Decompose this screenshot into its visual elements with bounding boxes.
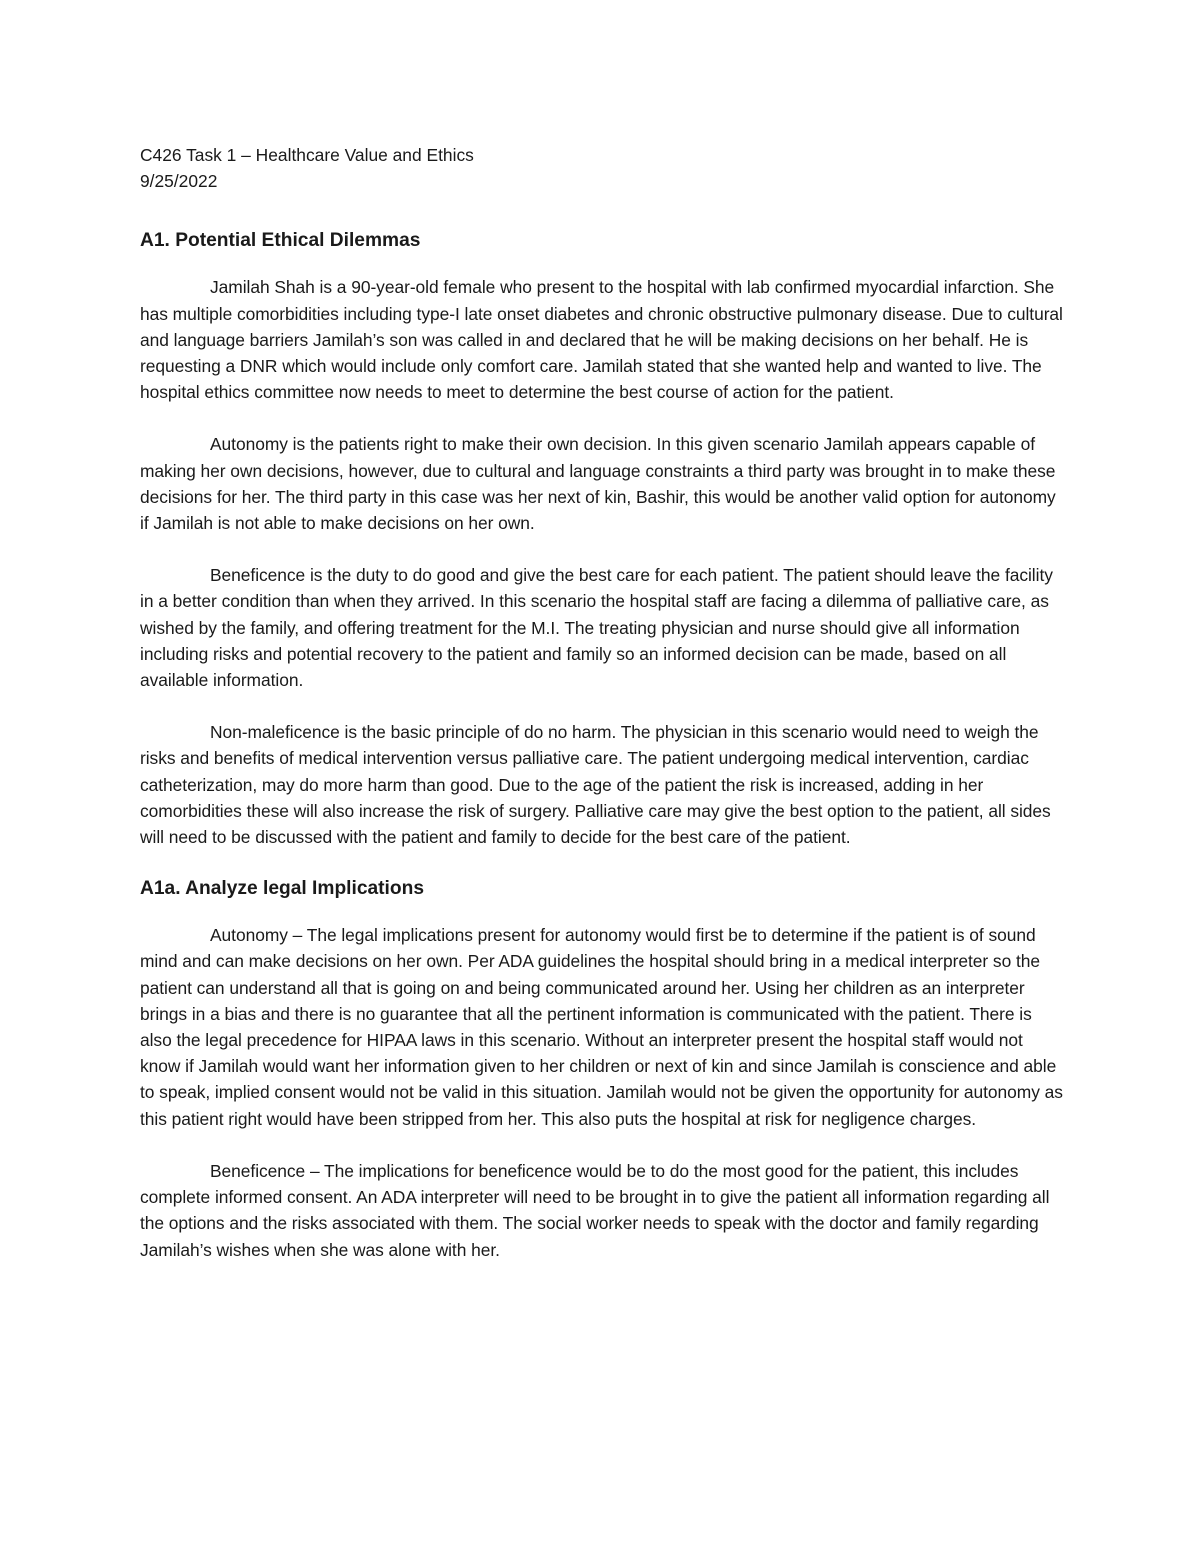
document-page bbox=[140, 142, 1065, 1289]
section-ethical-dilemmas bbox=[140, 228, 1065, 850]
paragraph-legal-autonomy: Autonomy – The legal implications present for autonomy would first be to determine if the patient is of sound mind and can make decisions on her own. Per ADA guidelines the hospital should bring in a medical interpreter so the patient can understand all that is going on and being communicated around her. Using her children as an interpreter brings in a bias and there is no guarantee that all the pertinent information is communicated with the patient. There is also the legal precedence for HIPAA laws in this scenario. Without an interpreter present the hospital staff would not know if Jamilah would want her information given to her children or next of kin and since Jamilah is conscience and able to speak, implied consent would not be valid in this situation. Jamilah would not be given the opportunity for autonomy as this patient right would have been stripped from her. This also puts the hospital at risk for negligence charges. bbox=[140, 925, 1063, 1129]
paragraph-non-maleficence: Non-maleficence is the basic principle of do no harm. The physician in this scenario would need to weigh the risks and benefits of medical intervention versus palliative care. The patient undergoing medical intervention, cardiac catheterization, may do more harm than good. Due to the age of the patient the risk is increased, adding in her comorbidities these will also increase the risk of surgery. Palliative care may give the best option to the patient, all sides will need to be discussed with the patient and family to decide for the best care of the patient. bbox=[140, 722, 1051, 848]
paragraph-case-summary: Jamilah Shah is a 90-year-old female who present to the hospital with lab confirmed myocardial infarction. She has multiple comorbidities including type-I late onset diabetes and chronic obstructive pulmonary disease. Due to cultural and language barriers Jamilah’s son was called in and declared that he will be making decisions on her behalf. He is requesting a DNR which would include only comfort care. Jamilah stated that she wanted help and wanted to live. The hospital ethics committee now needs to meet to determine the best course of action for the patient. bbox=[140, 277, 1063, 403]
document-date: 9/25/2022 bbox=[140, 171, 218, 192]
section-heading: A1a. Analyze legal Implications bbox=[140, 878, 424, 900]
section-heading: A1. Potential Ethical Dilemmas bbox=[140, 230, 421, 252]
paragraph-beneficence: Beneficence is the duty to do good and give the best care for each patient. The patient should leave the facility in a better condition than when they arrived. In this scenario the hospital staff are facing a dilemma of palliative care, as wished by the family, and offering treatment for the M.I. The treating physician and nurse should give all information including risks and potential recovery to the patient and family so an informed decision can be made, based on all available information. bbox=[140, 565, 1053, 691]
document-title: C426 Task 1 – Healthcare Value and Ethics bbox=[140, 145, 474, 165]
paragraph-legal-beneficence: Beneficence – The implications for beneficence would be to do the most good for the patient, this includes complete informed consent. An ADA interpreter will need to be brought in to give the patient all information regarding all the options and the risks associated with them. The social worker needs to speak with the doctor and family regarding Jamilah’s wishes when she was alone with her. bbox=[140, 1160, 1050, 1260]
section-legal-implications bbox=[140, 876, 1065, 1262]
paragraph-autonomy: Autonomy is the patients right to make their own decision. In this given scenario Jamilah appears capable of making her own decisions, however, due to cultural and language constraints a third party was brought in to make these decisions for her. The third party in this case was her next of kin, Bashir, this would be another valid option for autonomy if Jamilah is not able to make decisions on her own. bbox=[140, 434, 1056, 534]
